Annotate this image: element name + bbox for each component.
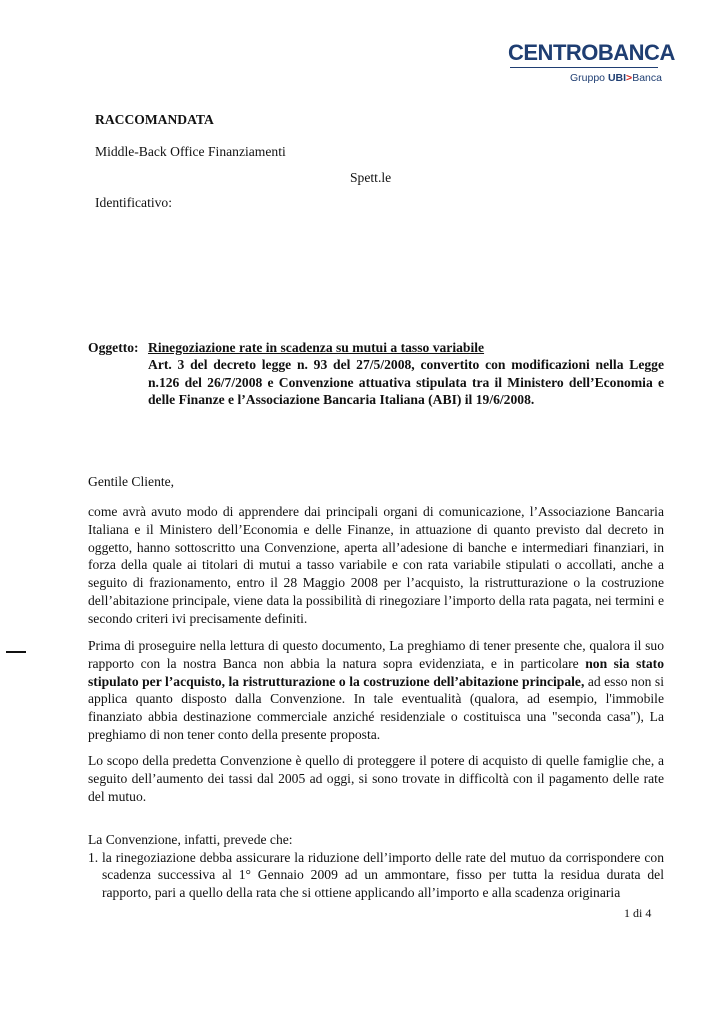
logo-divider — [510, 67, 658, 68]
sender-office: Middle-Back Office Finanziamenti — [95, 144, 286, 159]
convention-list — [88, 849, 664, 901]
letter-type-heading: RACCOMANDATA — [95, 112, 214, 127]
logo-group-line — [570, 72, 662, 84]
convention-intro: La Convenzione, infatti, prevede che: — [88, 832, 293, 847]
paragraph-eligibility-emphasis: non sia stato stipulato per l’acquisto, la ristrutturazione o la costruzione dell’abitazione principale, — [88, 655, 665, 689]
logo-group-ubi: UBI — [607, 72, 627, 84]
paragraph-purpose: Lo scopo della predetta Convenzione è quello di proteggere il potere di acquisto di quelle famiglie che, a seguito dell’aumento dei tassi dal 2005 ad oggi, si sono trovate in difficoltà con il pagamento delle rate del mutuo. — [88, 753, 664, 804]
subject-title: Rinegoziazione rate in scadenza su mutui a tasso variabile — [148, 340, 485, 355]
list-item — [88, 849, 664, 901]
subject-body: Art. 3 del decreto legge n. 93 del 27/5/2008, convertito con modificazioni nella Legge n.126 del 26/7/2008 e Convenzione attuativa stipulata tra il Ministero dell’Economia e delle Finanze e l’Associazione Bancaria Italiana (ABI) il 19/6/2008. — [148, 357, 664, 407]
greeting: Gentile Cliente, — [88, 474, 175, 489]
centrobanca-logo — [508, 36, 675, 88]
list-item-text: la rinegoziazione debba assicurare la riduzione dell’importo delle rate del mutuo da corrispondere con scadenza successiva al 1° Gennaio 2009 ad un ammontare, fisso per tutta la residua durata del rapporto, pari a quello della rata che si ottiene applicando all’importo e alla scadenza originaria — [102, 850, 664, 900]
logo-group-bank: Banca — [632, 72, 662, 84]
subject-label: Oggetto: — [88, 340, 139, 355]
paragraph-intro: come avrà avuto modo di apprendere dai principali organi di comunicazione, l’Associazione Bancaria Italiana e il Ministero dell’Economia e delle Finanze, in attuazione di quanto previsto dal decreto in oggetto, hanno sottoscritto una Convenzione, aperta all’adesione di banche e intermediari finanziari, in forza della quale ai titolari di mutui a tasso variabile e con rata variabile stipulati o accollati, anche a seguito di frazionamento, entro il 28 Maggio 2008 per l’acquisto, la ristrutturazione o la costruzione dell’abitazione principale, viene data la possibilità di rinegoziare l’importo della rata pagata, nei termini e secondo criteri ivi precisamente definiti. — [88, 504, 664, 626]
paragraph-eligibility-part2: ad esso non si applica quanto disposto dalla Convenzione. In tale eventualità (qualora, ad esempio, l'immobile finanziato abbia destinazione commerciale anziché residenziale o costituisca una "seconda casa"), La preghiamo di non tener conto della presente proposta. — [88, 673, 665, 742]
logo-group-prefix: Gruppo — [570, 72, 608, 84]
page-number: 1 di 4 — [624, 906, 652, 920]
logo-group-mark: > — [626, 72, 633, 84]
addressee-salutation: Spett.le — [350, 170, 392, 185]
logo-brand-name: CENTROBANCA — [508, 40, 675, 65]
list-item-number: 1. — [88, 850, 99, 865]
paragraph-eligibility-part1: Prima di proseguire nella lettura di questo documento, La preghiamo di tener presente che, qualora il suo rapporto con la nostra Banca non abbia la natura sopra evidenziata, e in particolare — [88, 638, 664, 671]
identifier-label: Identificativo: — [95, 195, 173, 210]
paragraph-eligibility — [88, 637, 664, 744]
fold-mark — [6, 651, 26, 653]
